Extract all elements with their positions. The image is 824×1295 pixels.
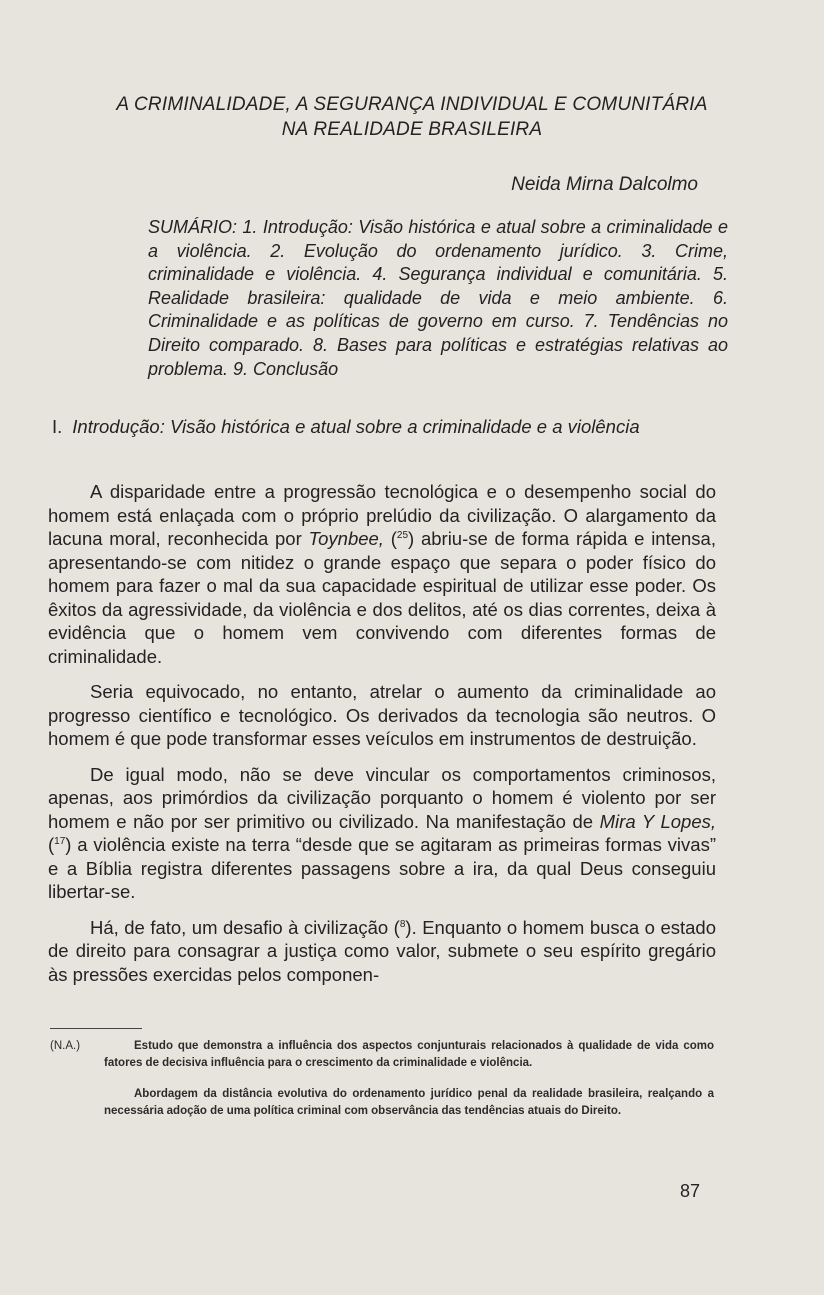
page-number: 87 [679,1181,700,1201]
paragraph-1-text-a: A disparidade entre a progressão tecnológica e o desempenho social do homem está enlaçada com o próprio prelúdio da civilização. O alargamento da lacuna moral, reconhecida por [48,481,716,549]
paragraph-4 [48,916,716,987]
author-citation-toynbee: Toynbee, [308,528,384,549]
footnote-1 [50,1038,714,1072]
footnotes [50,1038,714,1134]
summary: SUMÁRIO: 1. Introdução: Visão histórica e atual sobre a criminalidade e a violência. 2. Evolução do ordenamento jurídico. 3. Crime, criminalidade e violência. 4. Segurança individual e comunitária. 5. Realidade brasileira: qualidade de vida e meio ambiente. 6. Criminalidade e as políticas de governo em curso. 7. Tendências no Direito comparado. 8. Bases para políticas e estratégias relativas ao problema. 9. Conclusão [148,217,728,379]
paragraph-2: Seria equivocado, no entanto, atrelar o aumento da criminalidade ao progresso científico e tecnológico. Os derivados da tecnologia são neutros. O homem é que pode transformar esses veículos em instrumentos de destruição. [48,681,716,749]
footnote-2-text: Abordagem da distância evolutiva do ordenamento jurídico penal da realidade brasileira, realçando a necessária adoção de uma política criminal com observância das tendências atuais do Direito. [104,1088,714,1117]
reference-8: 8 [399,918,406,930]
author-name: Neida Mirna Dalcolmo [511,174,698,195]
body-text [48,480,716,986]
footnote-divider [50,1028,142,1029]
paragraph-4-text-b: ). Enquanto o homem busca o estado de direito para consagrar a justiça como valor, submete o seu espírito gregário às pressões exercidas pelos componen- [48,916,716,985]
paragraph-3: De igual modo, não se deve vincular os comportamentos criminosos, apenas, aos primórdios da civilização porquanto o homem é violento por ser homem e não por ser primitivo ou civilizado. Na manifestação de Mira Y Lopes, ($^{17}$) a violência existe na terra “desde que se agitaram as primeiras formas vivas” e a Bíblia registra diferentes passagens sobre a ira, da qual Deus conseguiu libertar-se. [48,763,716,902]
title-line-1: A CRIMINALIDADE, A SEGURANÇA INDIVIDUAL E COMUNITÁRIA [116,94,708,115]
paragraph-3-text-a: De igual modo, não se deve vincular os comportamentos criminosos, apenas, aos primórdios da civilização porquanto o homem é violento por ser homem e não por ser primitivo ou civilizado. Na manifestação de [48,763,716,832]
reference-25: 25 [396,529,409,541]
section-title: Introdução: Visão histórica e atual sobre a criminalidade e a violência [72,416,640,437]
footnote-1-text: Estudo que demonstra a influência dos aspectos conjunturais relacionados à qualidade de vida como fatores de decisiva influência para o crescimento da criminalidade e violência. [104,1040,714,1069]
footnote-1-label: (N.A.) [50,1040,81,1052]
author-citation-mira: Mira Y Lopes, [599,810,716,832]
article-title [40,92,784,142]
paragraph-4-text-a: Há, de fato, um desafio à civilização ( [90,916,400,938]
paragraph-1-text-b: abriu-se de forma rápida e intensa, apresentando-se com nitidez o grande espaço que separa o poder físico do homem para fazer o mal da sua capacidade espiritual de utilizar esse poder. Os êxitos da agressividade, da violência e dos delitos, até os dias correntes, deixa à evidência que o homem vem convivendo com diferentes formas de criminalidade. [48,528,716,667]
title-line-2: NA REALIDADE BRASILEIRA [281,119,543,140]
footnote-2 [50,1086,714,1120]
paragraph-1: A disparidade entre a progressão tecnológica e o desempenho social do homem está enlaçada com o próprio prelúdio da civilização. O alargamento da lacuna moral, reconhecida por Toynbee, ($^{25}$) abriu-se de forma rápida e intensa, apresentando-se com nitidez o grande espaço que separa o poder físico do homem para fazer o mal da sua capacidade espiritual de utilizar esse poder. Os êxitos da agressividade, da violência e dos delitos, até os dias correntes, deixa à evidência que o homem vem convivendo com diferentes formas de criminalidade. [48,481,716,667]
paragraph-3-text-b: a violência existe na terra “desde que se agitaram as primeiras formas vivas” e a Bíblia registra diferentes passagens sobre a ira, da qual Deus conseguiu libertar-se. [48,834,716,902]
reference-17: 17 [54,835,66,847]
section-heading [52,415,728,438]
section-number: I. [52,416,63,437]
